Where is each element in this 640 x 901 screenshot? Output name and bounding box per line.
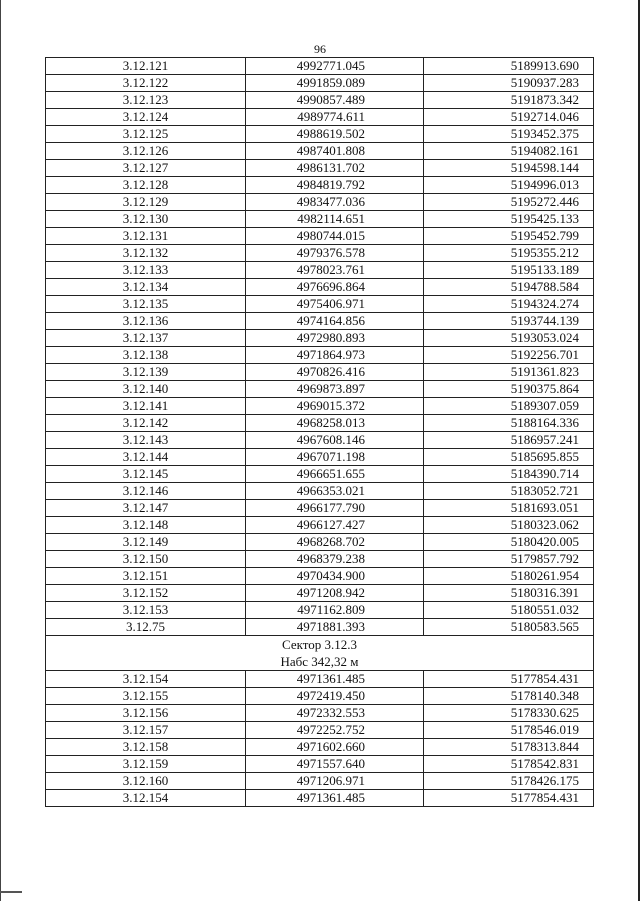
point-id-cell: 3.12.126 <box>46 143 246 160</box>
table-row <box>46 756 594 773</box>
x-coordinate-cell: 4970826.416 <box>246 364 424 381</box>
x-coordinate-cell: 4972252.752 <box>246 722 424 739</box>
point-id-cell: 3.12.155 <box>46 688 246 705</box>
table-row <box>46 466 594 483</box>
point-id-cell: 3.12.154 <box>46 790 246 807</box>
x-coordinate-cell: 4976696.864 <box>246 279 424 296</box>
y-coordinate-cell: 5180261.954 <box>424 568 594 585</box>
table-row <box>46 619 594 636</box>
y-coordinate-cell: 5180583.565 <box>424 619 594 636</box>
point-id-cell: 3.12.132 <box>46 245 246 262</box>
y-coordinate-cell: 5192256.701 <box>424 347 594 364</box>
table-row <box>46 568 594 585</box>
table-row <box>46 262 594 279</box>
table-row <box>46 449 594 466</box>
point-id-cell: 3.12.157 <box>46 722 246 739</box>
table-row <box>46 58 594 75</box>
y-coordinate-cell: 5180316.391 <box>424 585 594 602</box>
table-row <box>46 279 594 296</box>
x-coordinate-cell: 4967608.146 <box>246 432 424 449</box>
table-row <box>46 500 594 517</box>
table-row <box>46 705 594 722</box>
point-id-cell: 3.12.123 <box>46 92 246 109</box>
point-id-cell: 3.12.150 <box>46 551 246 568</box>
point-id-cell: 3.12.122 <box>46 75 246 92</box>
y-coordinate-cell: 5193744.139 <box>424 313 594 330</box>
x-coordinate-cell: 4971881.393 <box>246 619 424 636</box>
y-coordinate-cell: 5180323.062 <box>424 517 594 534</box>
table-row <box>46 143 594 160</box>
table-row <box>46 688 594 705</box>
point-id-cell: 3.12.156 <box>46 705 246 722</box>
point-id-cell: 3.12.139 <box>46 364 246 381</box>
table-row <box>46 671 594 688</box>
point-id-cell: 3.12.75 <box>46 619 246 636</box>
x-coordinate-cell: 4972419.450 <box>246 688 424 705</box>
y-coordinate-cell: 5189913.690 <box>424 58 594 75</box>
point-id-cell: 3.12.137 <box>46 330 246 347</box>
x-coordinate-cell: 4984819.792 <box>246 177 424 194</box>
x-coordinate-cell: 4971361.485 <box>246 790 424 807</box>
y-coordinate-cell: 5195355.212 <box>424 245 594 262</box>
point-id-cell: 3.12.128 <box>46 177 246 194</box>
table-row <box>46 551 594 568</box>
point-id-cell: 3.12.124 <box>46 109 246 126</box>
y-coordinate-cell: 5178140.348 <box>424 688 594 705</box>
table-row <box>46 228 594 245</box>
coordinates-table <box>45 57 594 807</box>
table-row <box>46 296 594 313</box>
y-coordinate-cell: 5188164.336 <box>424 415 594 432</box>
y-coordinate-cell: 5180551.032 <box>424 602 594 619</box>
y-coordinate-cell: 5195452.799 <box>424 228 594 245</box>
table-row <box>46 75 594 92</box>
y-coordinate-cell: 5195133.189 <box>424 262 594 279</box>
y-coordinate-cell: 5194598.144 <box>424 160 594 177</box>
table-row <box>46 534 594 551</box>
x-coordinate-cell: 4971208.942 <box>246 585 424 602</box>
point-id-cell: 3.12.152 <box>46 585 246 602</box>
point-id-cell: 3.12.125 <box>46 126 246 143</box>
y-coordinate-cell: 5179857.792 <box>424 551 594 568</box>
table-row <box>46 790 594 807</box>
x-coordinate-cell: 4988619.502 <box>246 126 424 143</box>
y-coordinate-cell: 5184390.714 <box>424 466 594 483</box>
y-coordinate-cell: 5191873.342 <box>424 92 594 109</box>
table-row <box>46 398 594 415</box>
x-coordinate-cell: 4971602.660 <box>246 739 424 756</box>
x-coordinate-cell: 4992771.045 <box>246 58 424 75</box>
x-coordinate-cell: 4987401.808 <box>246 143 424 160</box>
y-coordinate-cell: 5178330.625 <box>424 705 594 722</box>
table-row <box>46 432 594 449</box>
y-coordinate-cell: 5178426.175 <box>424 773 594 790</box>
x-coordinate-cell: 4971557.640 <box>246 756 424 773</box>
x-coordinate-cell: 4971361.485 <box>246 671 424 688</box>
y-coordinate-cell: 5191361.823 <box>424 364 594 381</box>
x-coordinate-cell: 4971162.809 <box>246 602 424 619</box>
y-coordinate-cell: 5194788.584 <box>424 279 594 296</box>
y-coordinate-cell: 5194996.013 <box>424 177 594 194</box>
x-coordinate-cell: 4970434.900 <box>246 568 424 585</box>
y-coordinate-cell: 5194082.161 <box>424 143 594 160</box>
table-row <box>46 585 594 602</box>
page-edge-left <box>0 0 1 901</box>
point-id-cell: 3.12.158 <box>46 739 246 756</box>
table-row <box>46 245 594 262</box>
sector-height: Набс 342,32 м <box>280 654 359 669</box>
x-coordinate-cell: 4983477.036 <box>246 194 424 211</box>
x-coordinate-cell: 4967071.198 <box>246 449 424 466</box>
table-body-after <box>46 671 594 807</box>
point-id-cell: 3.12.151 <box>46 568 246 585</box>
point-id-cell: 3.12.129 <box>46 194 246 211</box>
point-id-cell: 3.12.145 <box>46 466 246 483</box>
x-coordinate-cell: 4966127.427 <box>246 517 424 534</box>
table-row <box>46 739 594 756</box>
point-id-cell: 3.12.149 <box>46 534 246 551</box>
sector-row <box>46 636 594 671</box>
table-row <box>46 194 594 211</box>
point-id-cell: 3.12.143 <box>46 432 246 449</box>
page-number: 96 <box>314 42 326 56</box>
y-coordinate-cell: 5193053.024 <box>424 330 594 347</box>
y-coordinate-cell: 5185695.855 <box>424 449 594 466</box>
y-coordinate-cell: 5183052.721 <box>424 483 594 500</box>
table-row <box>46 109 594 126</box>
x-coordinate-cell: 4966353.021 <box>246 483 424 500</box>
table-row <box>46 483 594 500</box>
y-coordinate-cell: 5177854.431 <box>424 671 594 688</box>
point-id-cell: 3.12.159 <box>46 756 246 773</box>
table-row <box>46 177 594 194</box>
x-coordinate-cell: 4966177.790 <box>246 500 424 517</box>
y-coordinate-cell: 5178542.831 <box>424 756 594 773</box>
point-id-cell: 3.12.127 <box>46 160 246 177</box>
table-row <box>46 415 594 432</box>
table-row <box>46 347 594 364</box>
point-id-cell: 3.12.121 <box>46 58 246 75</box>
x-coordinate-cell: 4969873.897 <box>246 381 424 398</box>
y-coordinate-cell: 5195272.446 <box>424 194 594 211</box>
table-row <box>46 364 594 381</box>
x-coordinate-cell: 4972980.893 <box>246 330 424 347</box>
x-coordinate-cell: 4968268.702 <box>246 534 424 551</box>
point-id-cell: 3.12.133 <box>46 262 246 279</box>
table-row <box>46 330 594 347</box>
table-row <box>46 602 594 619</box>
x-coordinate-cell: 4986131.702 <box>246 160 424 177</box>
point-id-cell: 3.12.134 <box>46 279 246 296</box>
table-row <box>46 773 594 790</box>
point-id-cell: 3.12.141 <box>46 398 246 415</box>
x-coordinate-cell: 4972332.553 <box>246 705 424 722</box>
point-id-cell: 3.12.138 <box>46 347 246 364</box>
x-coordinate-cell: 4971864.973 <box>246 347 424 364</box>
point-id-cell: 3.12.153 <box>46 602 246 619</box>
x-coordinate-cell: 4982114.651 <box>246 211 424 228</box>
point-id-cell: 3.12.140 <box>46 381 246 398</box>
point-id-cell: 3.12.131 <box>46 228 246 245</box>
y-coordinate-cell: 5189307.059 <box>424 398 594 415</box>
y-coordinate-cell: 5190937.283 <box>424 75 594 92</box>
y-coordinate-cell: 5190375.864 <box>424 381 594 398</box>
x-coordinate-cell: 4975406.971 <box>246 296 424 313</box>
y-coordinate-cell: 5178313.844 <box>424 739 594 756</box>
y-coordinate-cell: 5193452.375 <box>424 126 594 143</box>
y-coordinate-cell: 5178546.019 <box>424 722 594 739</box>
x-coordinate-cell: 4989774.611 <box>246 109 424 126</box>
point-id-cell: 3.12.160 <box>46 773 246 790</box>
table-row <box>46 381 594 398</box>
table-row <box>46 313 594 330</box>
table-row <box>46 126 594 143</box>
y-coordinate-cell: 5195425.133 <box>424 211 594 228</box>
table-body-before <box>46 58 594 636</box>
point-id-cell: 3.12.136 <box>46 313 246 330</box>
sector-title: Сектор 3.12.3 <box>281 637 357 652</box>
point-id-cell: 3.12.154 <box>46 671 246 688</box>
scan-mark <box>0 891 22 893</box>
x-coordinate-cell: 4991859.089 <box>246 75 424 92</box>
x-coordinate-cell: 4968258.013 <box>246 415 424 432</box>
point-id-cell: 3.12.146 <box>46 483 246 500</box>
sector-header <box>46 636 594 671</box>
sector-block <box>46 636 594 671</box>
x-coordinate-cell: 4966651.655 <box>246 466 424 483</box>
y-coordinate-cell: 5181693.051 <box>424 500 594 517</box>
table-row <box>46 160 594 177</box>
y-coordinate-cell: 5177854.431 <box>424 790 594 807</box>
point-id-cell: 3.12.135 <box>46 296 246 313</box>
table-row <box>46 517 594 534</box>
x-coordinate-cell: 4974164.856 <box>246 313 424 330</box>
y-coordinate-cell: 5186957.241 <box>424 432 594 449</box>
y-coordinate-cell: 5192714.046 <box>424 109 594 126</box>
x-coordinate-cell: 4979376.578 <box>246 245 424 262</box>
point-id-cell: 3.12.142 <box>46 415 246 432</box>
x-coordinate-cell: 4990857.489 <box>246 92 424 109</box>
x-coordinate-cell: 4980744.015 <box>246 228 424 245</box>
y-coordinate-cell: 5180420.005 <box>424 534 594 551</box>
x-coordinate-cell: 4978023.761 <box>246 262 424 279</box>
point-id-cell: 3.12.130 <box>46 211 246 228</box>
point-id-cell: 3.12.148 <box>46 517 246 534</box>
x-coordinate-cell: 4969015.372 <box>246 398 424 415</box>
point-id-cell: 3.12.144 <box>46 449 246 466</box>
x-coordinate-cell: 4971206.971 <box>246 773 424 790</box>
table-row <box>46 211 594 228</box>
y-coordinate-cell: 5194324.274 <box>424 296 594 313</box>
point-id-cell: 3.12.147 <box>46 500 246 517</box>
table-row <box>46 92 594 109</box>
x-coordinate-cell: 4968379.238 <box>246 551 424 568</box>
table-row <box>46 722 594 739</box>
